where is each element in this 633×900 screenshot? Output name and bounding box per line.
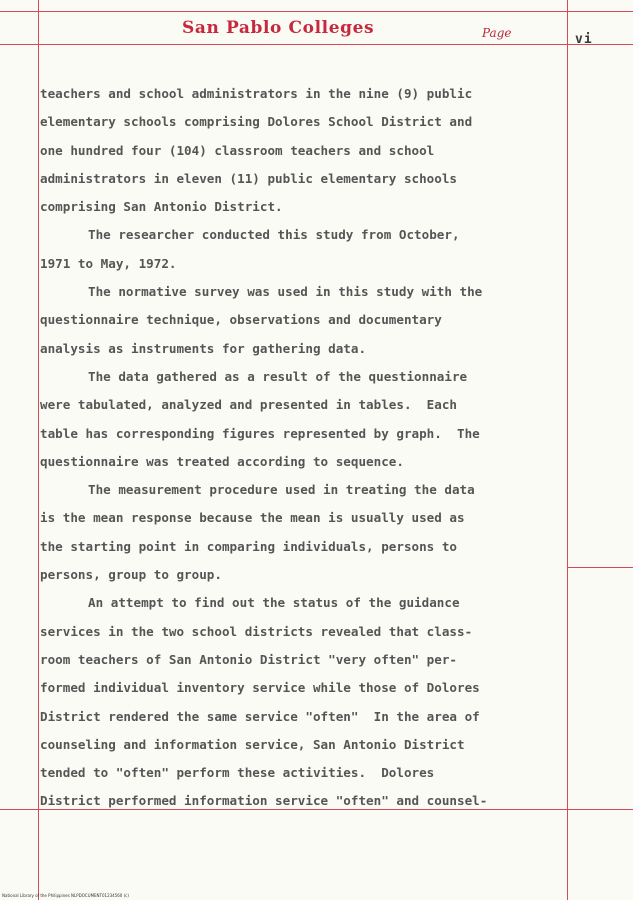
text-line: teachers and school administrators in the nine (9) public bbox=[40, 86, 473, 101]
text-line: The data gathered as a result of the questionnaire bbox=[88, 368, 468, 384]
text-line: comprising San Antonio District. bbox=[40, 199, 283, 215]
text-line: persons, group to group. bbox=[40, 567, 222, 583]
text-line: questionnaire technique, observations and documentary bbox=[40, 312, 442, 328]
page-number: vi bbox=[575, 32, 593, 47]
text-line: room teachers of San Antonio District "very often" per- bbox=[40, 651, 458, 667]
text-line: 1971 to May, 1972. bbox=[40, 255, 177, 271]
text-line: services in the two school districts revealed that class- bbox=[40, 623, 473, 639]
text-line: elementary schools comprising Dolores School District and bbox=[40, 114, 473, 130]
text-line: is the mean response because the mean is usually used as bbox=[40, 510, 465, 526]
text-line: analysis as instruments for gathering data. bbox=[40, 340, 367, 356]
header-rule-line bbox=[0, 44, 633, 45]
text-line: administrators in eleven (11) public elementary schools bbox=[40, 170, 458, 186]
text-line: questionnaire was treated according to sequence. bbox=[40, 453, 404, 469]
page-label: Page bbox=[482, 26, 512, 40]
text-line: An attempt to find out the status of the guidance bbox=[88, 595, 460, 611]
text-line: one hundred four (104) classroom teachers and school bbox=[40, 142, 435, 158]
text-line: The researcher conducted this study from October, bbox=[88, 227, 460, 243]
text-line: formed individual inventory service while those of Dolores bbox=[40, 680, 480, 696]
text-line: were tabulated, analyzed and presented in tables. Each bbox=[40, 397, 458, 413]
text-line: The measurement procedure used in treating the data bbox=[88, 482, 475, 498]
left-margin-line bbox=[38, 0, 39, 900]
text-line: table has corresponding figures represented by graph. The bbox=[40, 425, 480, 441]
text-line: District rendered the same service "often" In the area of bbox=[40, 708, 480, 724]
text-line: the starting point in comparing individuals, persons to bbox=[40, 538, 458, 554]
college-title: San Pablo Colleges bbox=[182, 18, 375, 38]
text-line: tended to "often" perform these activities. Dolores bbox=[40, 765, 435, 781]
text-line: The normative survey was used in this study with the bbox=[88, 284, 483, 300]
footer-note: National Library of the Philippines NLPDOCUMENT01234560 (c) bbox=[2, 893, 129, 898]
text-line: District performed information service "often" and counsel- bbox=[40, 793, 488, 809]
text-line: counseling and information service, San Antonio District bbox=[40, 736, 465, 752]
body-text bbox=[40, 80, 580, 816]
top-rule-line bbox=[0, 11, 633, 12]
